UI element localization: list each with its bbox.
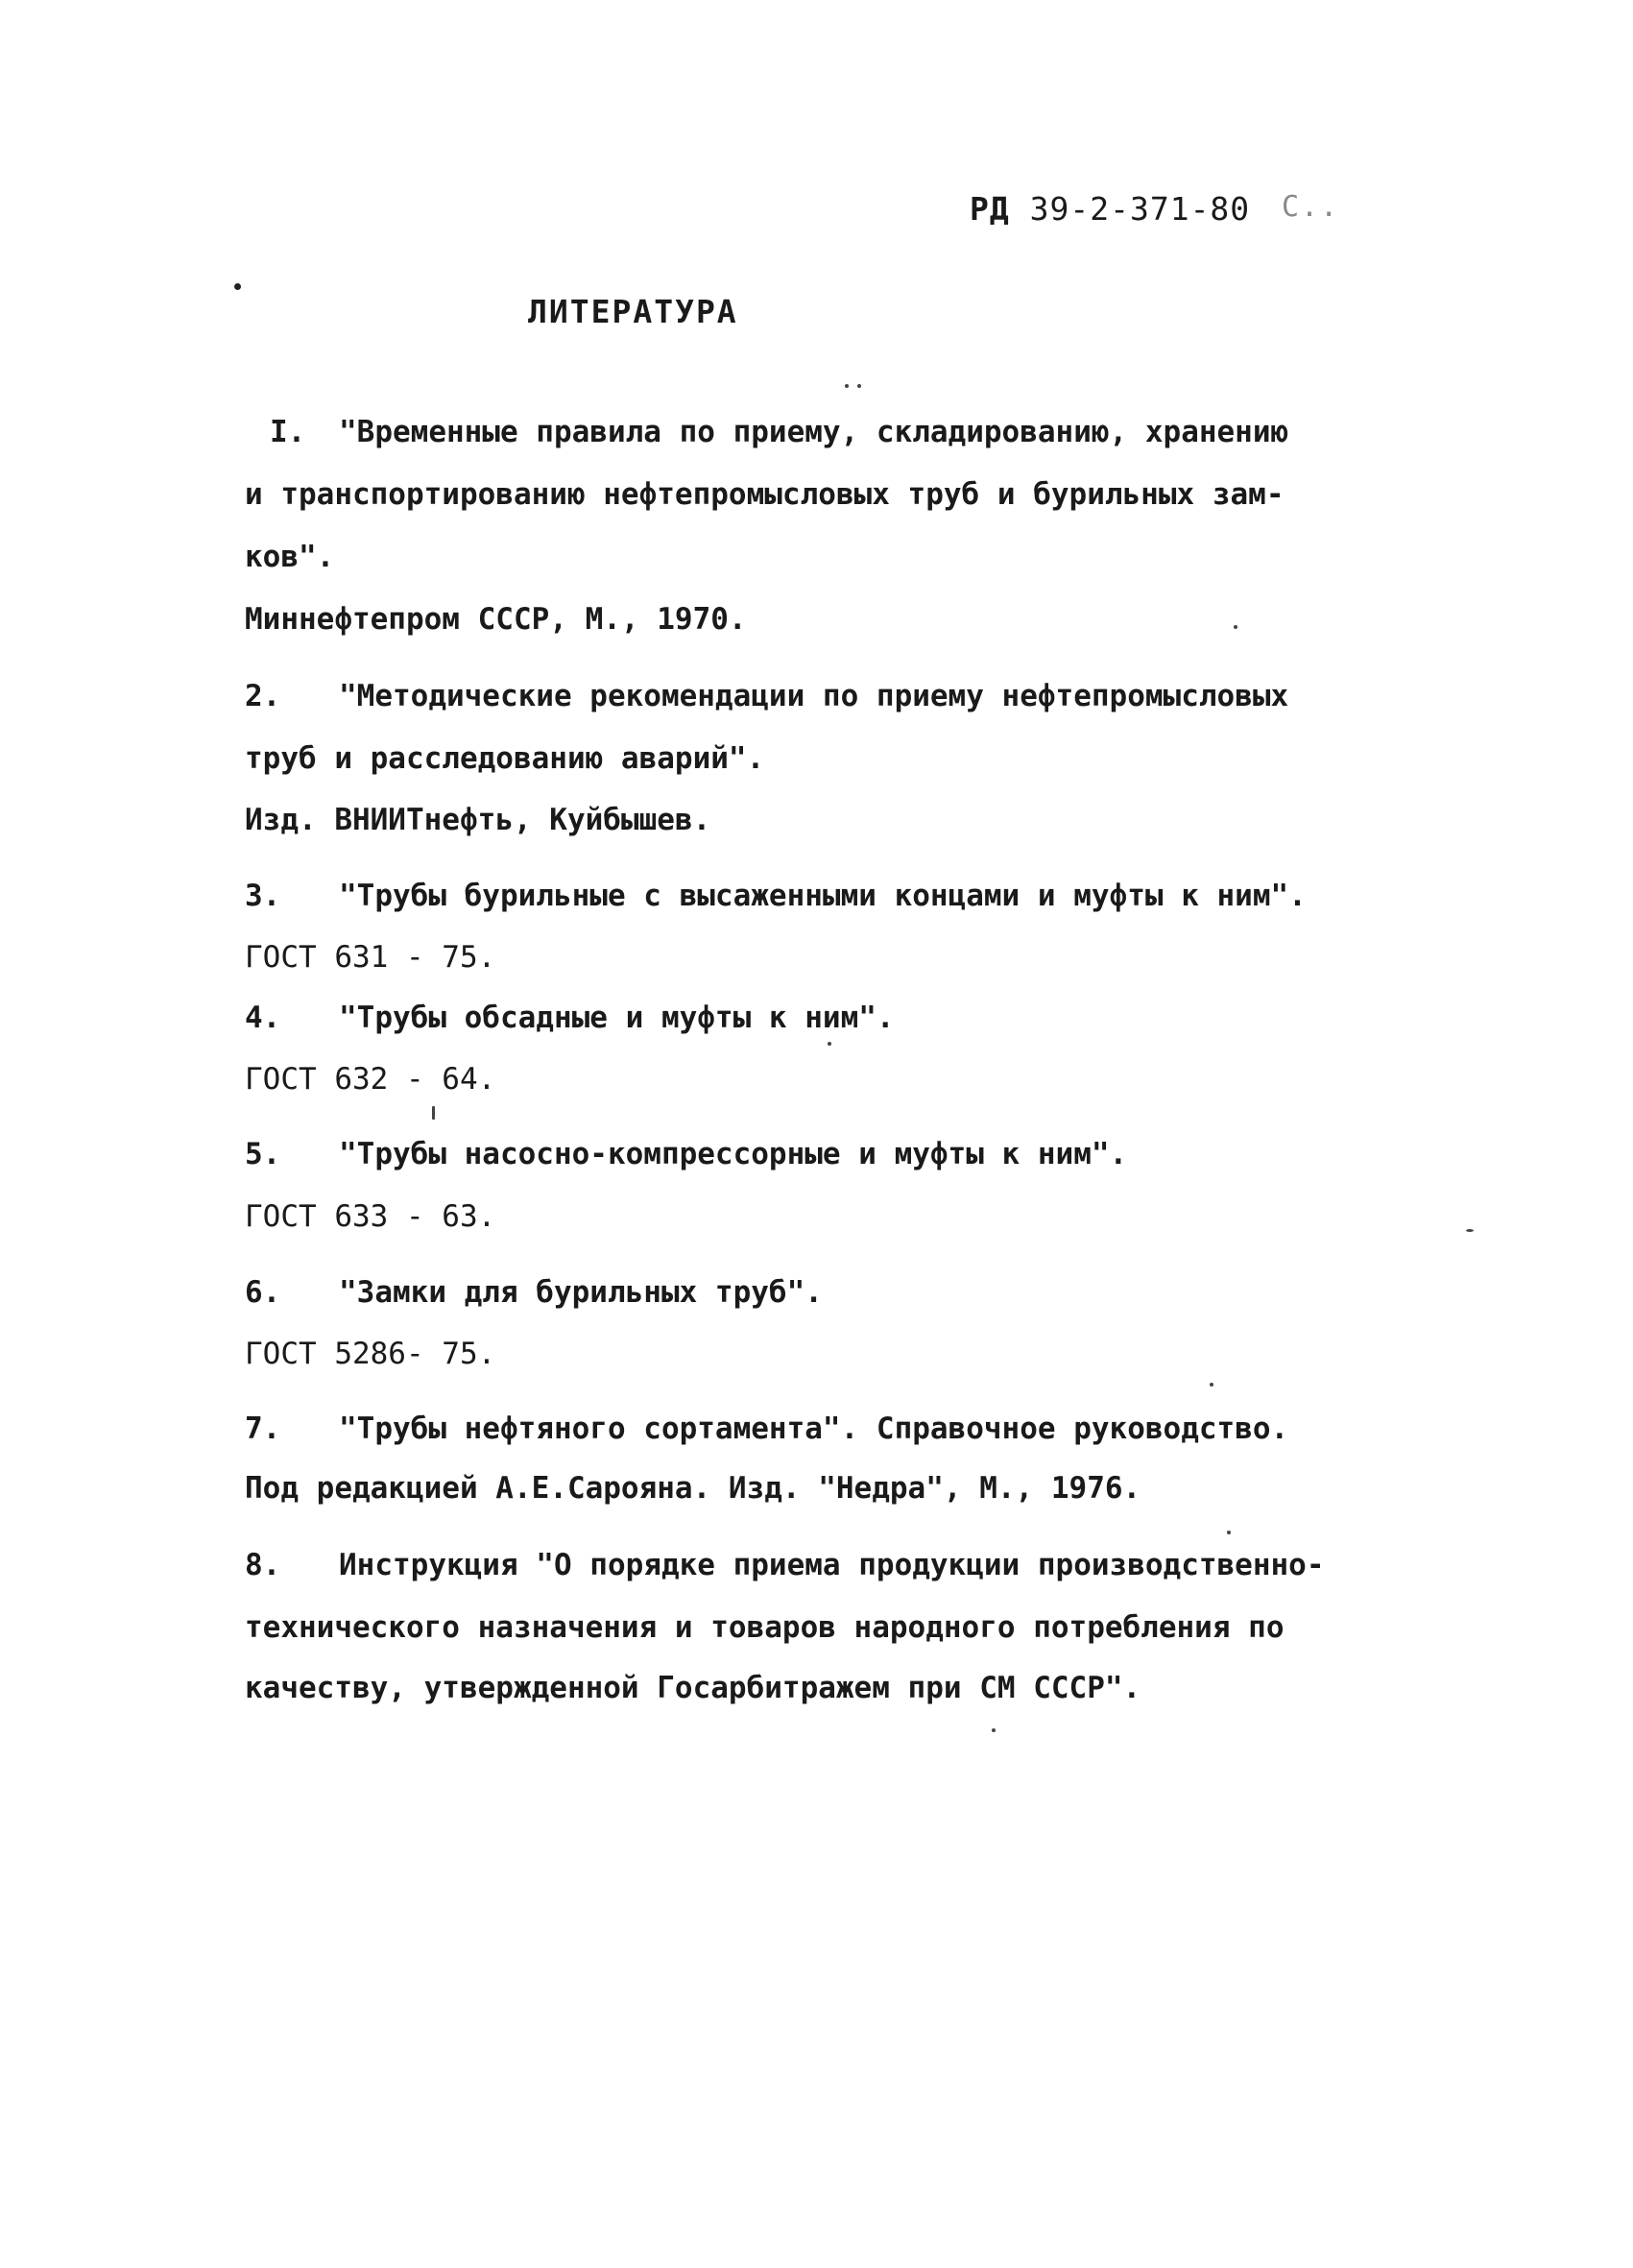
reference-2-line-2: труб и расследованию аварий". [245,741,765,776]
scan-speck [432,1106,435,1120]
reference-text: "Трубы обсадные и муфты к ним". [339,1001,895,1035]
reference-8-line-1 [245,1546,1325,1584]
reference-number: I. [270,415,306,449]
reference-number: 3. [245,879,281,913]
reference-1-line-3: ков". [245,540,335,574]
reference-text: "Методические рекомендации по приему нефтепромысловых [339,679,1289,713]
reference-text: "Трубы бурильные с высаженными концами и муфты к ним". [339,879,1307,913]
page-number: С.. [1282,190,1340,224]
reference-7-line-1 [245,1410,1288,1448]
reference-2-line-1 [245,677,1288,715]
scan-speck [1234,625,1237,629]
reference-4-line-2: ГОСТ 632 - 64. [245,1062,496,1097]
reference-1-line-4: Миннефтепром СССР, М., 1970. [245,602,747,637]
reference-5-line-1 [245,1135,1127,1173]
reference-text: "Замки для бурильных труб". [339,1275,823,1310]
reference-text: Инструкция "О порядке приема продукции производственно- [339,1548,1325,1582]
reference-3-line-2: ГОСТ 631 - 75. [245,940,496,975]
reference-6-line-2: ГОСТ 5286- 75. [245,1337,496,1371]
reference-6-line-1 [245,1273,823,1312]
reference-4-line-1 [245,999,895,1037]
document-code-number: 39-2-371-80 [1029,190,1251,228]
scan-speck [857,384,861,388]
reference-number: 8. [245,1548,281,1582]
reference-number: 5. [245,1137,281,1171]
reference-number: 7. [245,1411,281,1446]
document-code-prefix: РД [970,190,1010,228]
section-title: ЛИТЕРАТУРА [528,293,738,330]
reference-number: 6. [245,1275,281,1310]
reference-text: "Трубы нефтяного сортамента". Справочное руководство. [339,1411,1289,1446]
reference-3-line-1 [245,877,1307,915]
scan-speck [845,384,849,388]
reference-2-line-3: Изд. ВНИИТнефть, Куйбышев. [245,803,711,837]
reference-number: 2. [245,679,281,713]
reference-text: "Трубы насосно-компрессорные и муфты к ним". [339,1137,1128,1171]
scan-speck [992,1728,996,1732]
reference-8-line-2: технического назначения и товаров народного потребления по [245,1610,1285,1645]
scan-speck [1466,1229,1474,1232]
document-code [970,190,1250,228]
reference-8-line-3: качеству, утвержденной Госарбитражем при СМ СССР". [245,1671,1141,1705]
reference-text: "Временные правила по приему, складированию, хранению [339,415,1289,449]
reference-7-line-2: Под редакцией А.Е.Сарояна. Изд. "Недра", М., 1976. [245,1471,1141,1506]
reference-1-line-1 [245,413,1288,451]
scan-speck [1227,1531,1231,1534]
reference-5-line-2: ГОСТ 633 - 63. [245,1199,496,1234]
scan-speck [234,283,241,290]
scan-speck [1210,1383,1213,1387]
reference-number: 4. [245,1001,281,1035]
scan-speck [828,1042,831,1046]
reference-1-line-2: и транспортированию нефтепромысловых труб и бурильных зам- [245,477,1285,512]
